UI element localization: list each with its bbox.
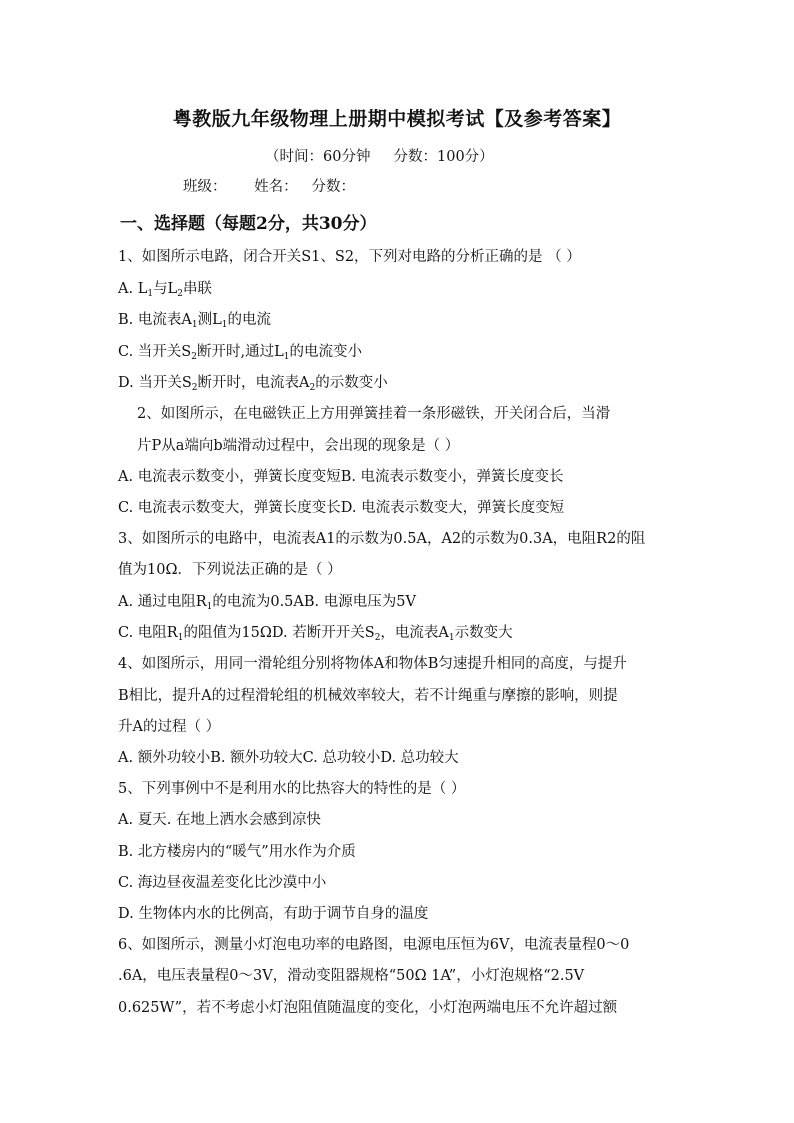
q5-option-a: A. 夏天. 在地上洒水会感到凉快 [118,812,321,828]
q1-stem: 1、如图所示电路，闭合开关S1、S2，下列对电路的分析正确的是 （ ） [118,249,581,265]
q5-option-b: B. 北方楼房内的“暖气”用水作为介质 [118,844,356,860]
q1-option-a: A. $L_1$与$L_2$串联 [118,281,212,299]
q2-stem-line2: 片P从a端向b端滑动过程中，会出现的现象是（ ） [137,438,460,454]
page-title: 粤教版九年级物理上册期中模拟考试【及参考答案】 [172,108,622,130]
q2-stem-line1: 2、如图所示，在电磁铁正上方用弹簧挂着一条形磁铁，开关闭合后，当滑 [137,406,611,422]
exam-time-score: （时间：60分钟 分数：100分） [265,149,494,165]
q3-stem-line2: 值为10Ω．下列说法正确的是（ ） [118,562,342,578]
q5-option-c: C. 海边昼夜温差变化比沙漠中小 [118,875,327,891]
q6-stem-line1: 6、如图所示，测量小灯泡电功率的电路图，电源电压恒为6V，电流表量程0～0 [118,937,630,953]
q4-stem-line2: B相比，提升A的过程滑轮组的机械效率较大，若不计绳重与摩擦的影响，则提 [118,688,618,704]
q4-options: A. 额外功较小B. 额外功较大C. 总功较小D. 总功较大 [118,750,459,766]
q3-options-cd: C. 电阻$R_1$的阻值为15ΩD. 若断开开关$S_2$，电流表$A_1$示数变大 [118,625,513,643]
q1-option-b: B. 电流表$A_1$测$L_1$的电流 [118,312,271,330]
section-title: 一、选择题（每题2分，共30分） [120,214,377,234]
q6-stem-line3: 0.625W”，若不考虑小灯泡阻值随温度的变化，小灯泡两端电压不允许超过额 [118,1000,618,1016]
q4-stem-line3: 升A的过程（ ） [118,719,221,735]
q5-option-d: D. 生物体内水的比例高，有助于调节自身的温度 [118,906,429,922]
q3-stem-line1: 3、如图所示的电路中，电流表A1的示数为0.5A，A2的示数为0.3A，电阻R2的阻 [118,531,646,547]
q1-option-c: C. 当开关$S_2$断开时,通过$L_1$的电流变小 [118,344,362,362]
q4-stem-line1: 4、如图所示，用同一滑轮组分别将物体A和物体B匀速提升相同的高度，与提升 [118,656,627,672]
q3-options-ab: A. 通过电阻$R_1$的电流为0.5AB. 电源电压为5V [118,594,416,612]
q2-options-cd: C. 电流表示数变大，弹簧长度变长D. 电流表示数变大，弹簧长度变短 [118,500,565,516]
q5-stem: 5、下列事例中不是利用水的比热容大的特性的是（ ） [118,781,466,797]
q1-option-d: D. 当开关$S_2$断开时，电流表$A_2$的示数变小 [118,375,388,393]
q2-options-ab: A. 电流表示数变小，弹簧长度变短B. 电流表示数变小，弹簧长度变长 [118,469,564,485]
student-info: 班级： 姓名： 分数： [183,179,355,195]
q6-stem-line2: .6A，电压表量程0～3V，滑动变阻器规格“50Ω 1A”，小灯泡规格“2.5V [118,968,585,984]
